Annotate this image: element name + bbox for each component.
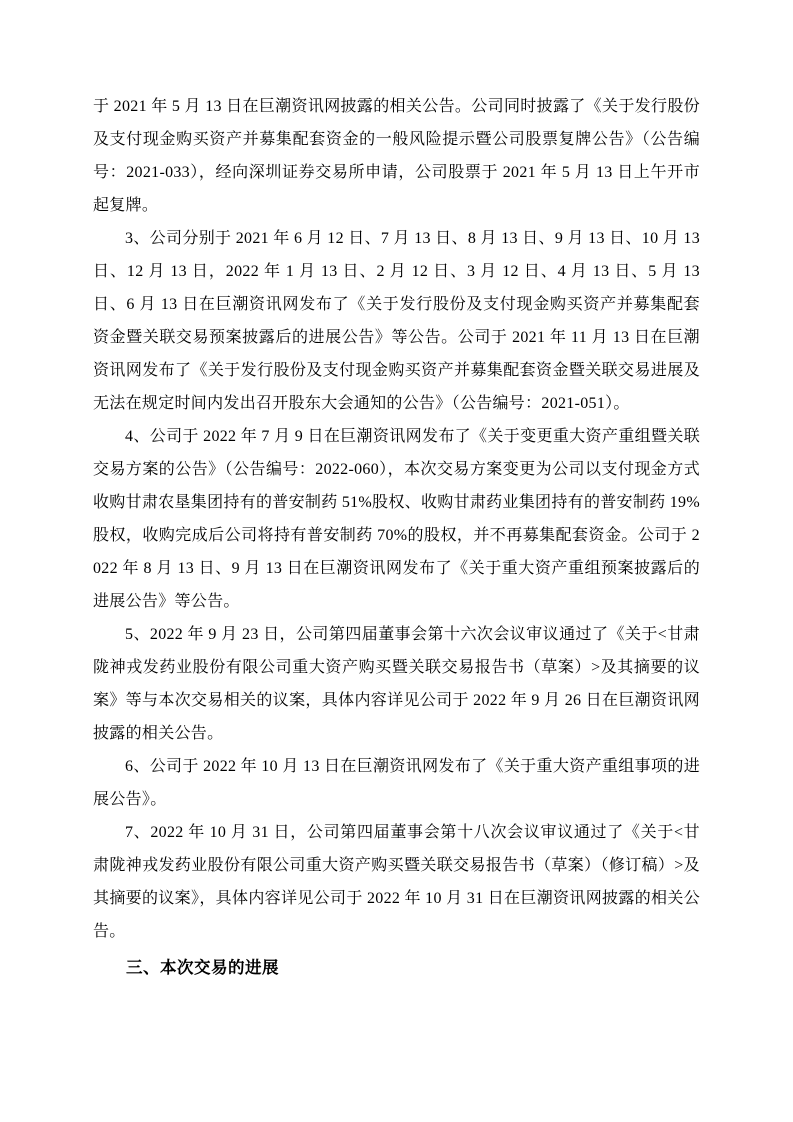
document-body <box>93 90 700 985</box>
section-heading: 三、本次交易的进展 <box>126 959 279 977</box>
paragraph-continuation: 于 2021 年 5 月 13 日在巨潮资讯网披露的相关公告。公司同时披露了《关于发行股份及支付现金购买资产并募集配套资金的一般风险提示暨公司股票复牌公告》（公告编号：2021-033），经向深圳证券交易所申请，公司股票于 2021 年 5 月 13 日上午开市起复牌。 <box>93 98 700 214</box>
paragraph-item-6: 6、公司于 2022 年 10 月 13 日在巨潮资讯网发布了《关于重大资产重组事项的进展公告》。 <box>93 758 700 808</box>
paragraph-item-7: 7、2022 年 10 月 31 日，公司第四届董事会第十八次会议审议通过了《关于<甘肃陇神戎发药业股份有限公司重大资产购买暨关联交易报告书（草案）（修订稿）>及其摘要的议案》，具体内容详见公司于 2022 年 10 月 31 日在巨潮资讯网披露的相关公告。 <box>93 824 700 940</box>
paragraph-item-5: 5、2022 年 9 月 23 日，公司第四届董事会第十六次会议审议通过了《关于<甘肃陇神戎发药业股份有限公司重大资产购买暨关联交易报告书（草案）>及其摘要的议案》等与本次交易相关的议案，具体内容详见公司于 2022 年 9 月 26 日在巨潮资讯网披露的相关公告。 <box>93 626 700 742</box>
paragraph-item-3: 3、公司分别于 2021 年 6 月 12 日、7 月 13 日、8 月 13 日、9 月 13 日、10 月 13 日、12 月 13 日，2022 年 1 月 13 日、2 月 12 日、3 月 12 日、4 月 13 日、5 月 13 日、6 月 13 日在巨潮资讯网发布了《关于发行股份及支付现金购买资产并募集配套资金暨关联交易预案披露后的进展公告》等公告。公司于 2021 年 11 月 13 日在巨潮资讯网发布了《关于发行股份及支付现金购买资产并募集配套资金暨关联交易进展及无法在规定时间内发出召开股东大会通知的公告》（公告编号：2021-051）。 <box>93 230 700 412</box>
paragraph-item-4: 4、公司于 2022 年 7 月 9 日在巨潮资讯网发布了《关于变更重大资产重组暨关联交易方案的公告》（公告编号：2022-060），本次交易方案变更为公司以支付现金方式收购甘肃农垦集团持有的普安制药 51%股权、收购甘肃药业集团持有的普安制药 19%股权，收购完成后公司将持有普安制药 70%的股权，并不再募集配套资金。公司于 2022 年 8 月 13 日、9 月 13 日在巨潮资讯网发布了《关于重大资产重组预案披露后的进展公告》等公告。 <box>93 428 700 610</box>
